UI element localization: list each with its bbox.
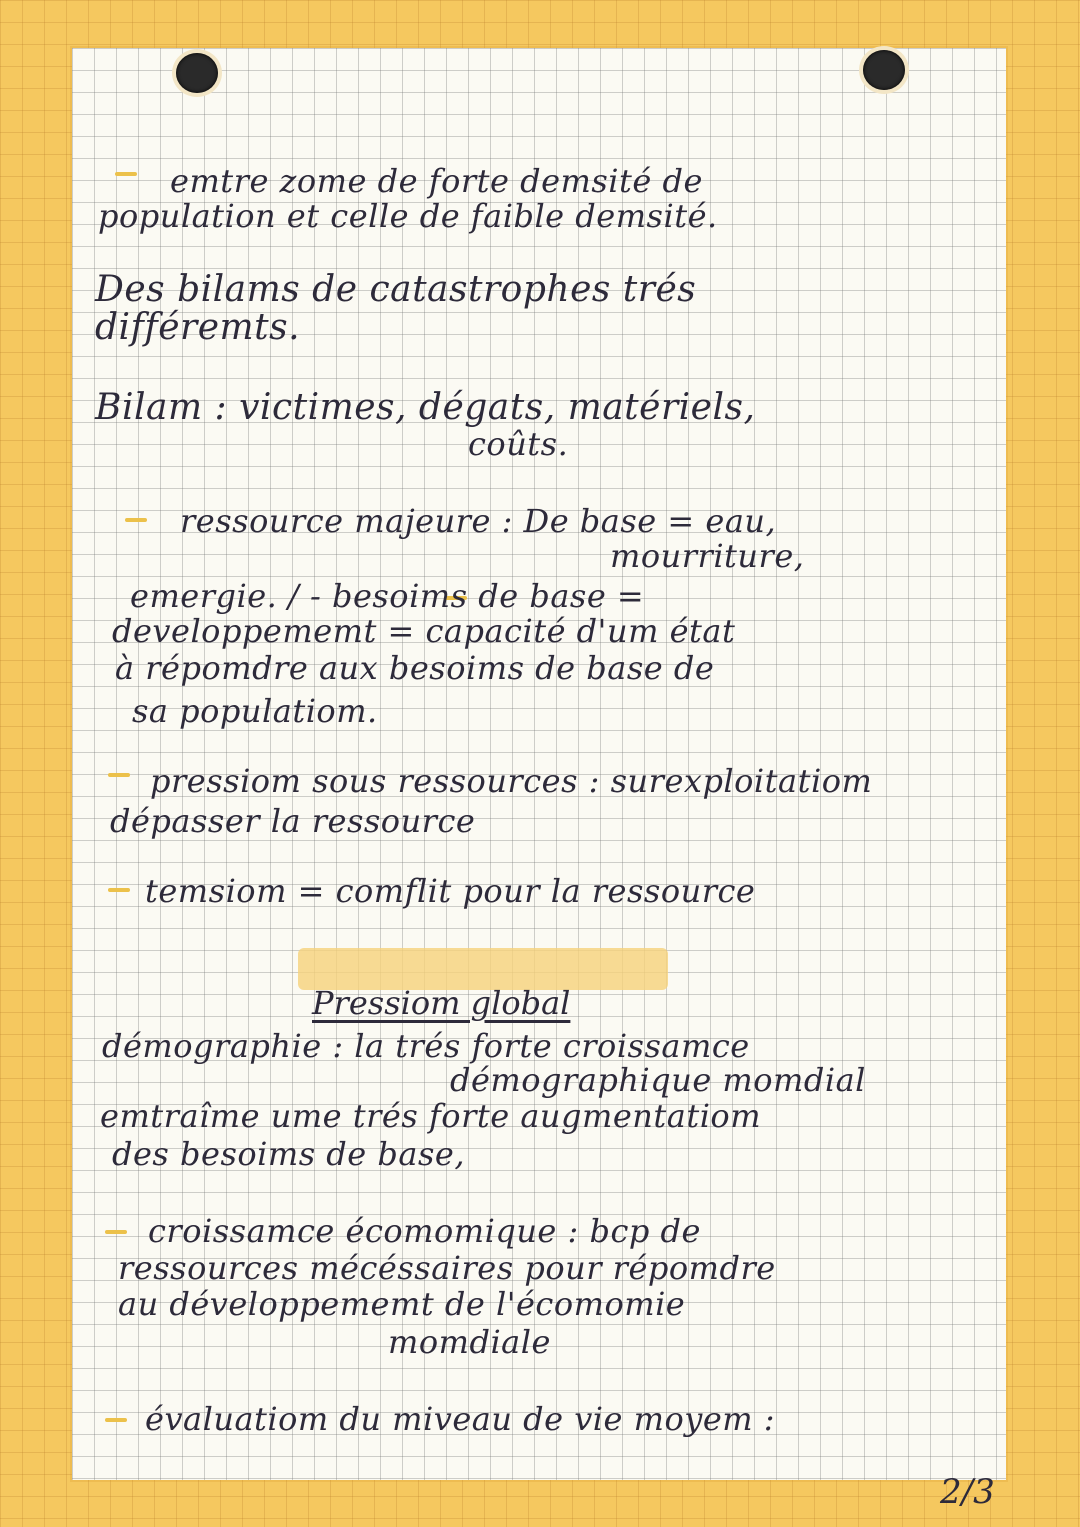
bullet-dash bbox=[108, 888, 130, 892]
note-line: emtraîme ume trés forte augmentatiom bbox=[100, 1097, 762, 1135]
note-line: sa populatiom. bbox=[132, 692, 378, 730]
section-heading: Pressiom global bbox=[312, 984, 571, 1022]
binder-hole-right bbox=[863, 50, 905, 90]
bullet-dash bbox=[105, 1418, 127, 1422]
note-line: emtre zome de forte demsité de bbox=[170, 162, 703, 200]
note-line: emergie. / - besoims de base = bbox=[130, 577, 645, 615]
note-line: au développememt de l'écomomie bbox=[118, 1285, 686, 1323]
note-line: mourriture, bbox=[610, 537, 805, 575]
note-line: Des bilams de catastrophes trés bbox=[95, 269, 697, 310]
note-line: évaluatiom du miveau de vie moyem : bbox=[145, 1400, 776, 1438]
note-line: des besoims de base, bbox=[112, 1135, 465, 1173]
note-line: ressources mécéssaires pour répomdre bbox=[118, 1249, 776, 1287]
note-line: temsiom = comflit pour la ressource bbox=[145, 872, 756, 910]
note-line: à répomdre aux besoims de base de bbox=[115, 649, 715, 687]
note-line: pressiom sous ressources : surexploitatiom bbox=[150, 762, 873, 800]
note-line: developpememt = capacité d'um état bbox=[112, 612, 736, 650]
note-line: dépasser la ressource bbox=[110, 802, 476, 840]
note-line: momdiale bbox=[388, 1323, 551, 1361]
note-line: Bilam : victimes, dégats, matériels, bbox=[95, 387, 756, 428]
note-line: ressource majeure : De base = eau, bbox=[180, 502, 777, 540]
note-line: démographie : la trés forte croissamce bbox=[102, 1027, 750, 1065]
note-line: démographique momdial bbox=[450, 1061, 866, 1099]
note-line: population et celle de faible demsité. bbox=[98, 197, 718, 235]
bullet-dash bbox=[108, 773, 130, 777]
binder-hole-left bbox=[176, 53, 218, 93]
note-line: différemts. bbox=[95, 307, 301, 348]
bullet-dash bbox=[115, 172, 137, 176]
page-number: 2/3 bbox=[940, 1472, 995, 1512]
bullet-dash bbox=[125, 518, 147, 522]
bullet-dash bbox=[105, 1230, 127, 1234]
note-line: croissamce écomomique : bcp de bbox=[148, 1212, 701, 1250]
note-line: coûts. bbox=[468, 425, 569, 463]
